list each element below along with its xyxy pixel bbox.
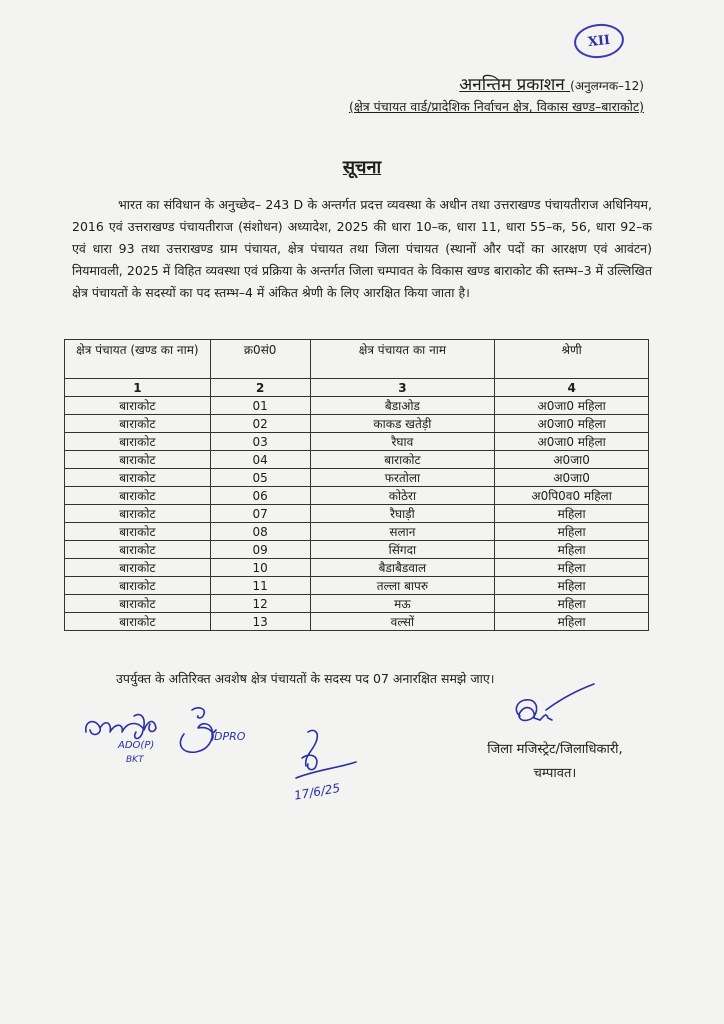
signatory-location: चम्पावत। [533, 766, 577, 781]
category-cell: महिला [495, 595, 649, 613]
panchayat-cell: मऊ [310, 595, 495, 613]
serial-cell: 05 [210, 469, 310, 487]
ado-block: BKT [126, 755, 144, 765]
table-row [65, 523, 649, 541]
category-cell: अ0जा0 महिला [495, 397, 649, 415]
category-cell: अ0जा0 [495, 469, 649, 487]
serial-cell: 02 [210, 415, 310, 433]
magistrate-signature [506, 680, 606, 738]
dpro-label: DPRO [214, 730, 246, 743]
block-cell: बाराकोट [65, 397, 211, 415]
block-cell: बाराकोट [65, 595, 211, 613]
category-cell: अ0पि0व0 महिला [495, 487, 649, 505]
block-cell: बाराकोट [65, 415, 211, 433]
column-number-row [65, 379, 649, 397]
category-cell: महिला [495, 577, 649, 595]
panchayat-cell: सलान [310, 523, 495, 541]
table-header-row [65, 340, 649, 379]
block-cell: बाराकोट [65, 559, 211, 577]
serial-cell: 12 [210, 595, 310, 613]
block-cell: बाराकोट [65, 613, 211, 631]
column-number: 1 [65, 379, 211, 397]
footer-note: उपर्युक्त के अतिरिक्त अवशेष क्षेत्र पंचायतों के सदस्य पद 07 अनारक्षित समझे जाए। [116, 671, 495, 686]
category-cell: अ0जा0 [495, 451, 649, 469]
panchayat-cell: बैडाओड [310, 397, 495, 415]
panchayat-cell: काकड खतेड़ी [310, 415, 495, 433]
category-cell: अ0जा0 महिला [495, 433, 649, 451]
serial-cell: 03 [210, 433, 310, 451]
category-cell: महिला [495, 559, 649, 577]
header-category: श्रेणी [495, 340, 649, 379]
block-cell: बाराकोट [65, 433, 211, 451]
serial-cell: 11 [210, 577, 310, 595]
table-row [65, 451, 649, 469]
document-subheading: (क्षेत्र पंचायत वार्ड/प्रादेशिक निर्वाचन क्षेत्र, विकास खण्ड–बाराकोट) [348, 99, 644, 114]
table-row [65, 433, 649, 451]
serial-cell: 07 [210, 505, 310, 523]
panchayat-cell: कोठेरा [310, 487, 495, 505]
panchayat-cell: रैघाव [310, 433, 495, 451]
block-cell: बाराकोट [65, 541, 211, 559]
table-row [65, 505, 649, 523]
serial-cell: 09 [210, 541, 310, 559]
category-cell: महिला [495, 505, 649, 523]
panchayat-cell: सिंगदा [310, 541, 495, 559]
serial-cell: 10 [210, 559, 310, 577]
dpro-signature [172, 704, 272, 760]
panchayat-cell: रैघाड़ी [310, 505, 495, 523]
reservation-table [64, 339, 649, 631]
header-panchayat-name: क्षेत्र पंचायत का नाम [310, 340, 495, 379]
table-row [65, 415, 649, 433]
ado-signature [82, 708, 172, 768]
block-cell: बाराकोट [65, 505, 211, 523]
table-row [65, 469, 649, 487]
block-cell: बाराकोट [65, 487, 211, 505]
date-text: 17/6/25 [293, 780, 342, 803]
annex-label: (अनुलग्नक–12) [570, 79, 644, 93]
table-row [65, 487, 649, 505]
category-cell: अ0जा0 महिला [495, 415, 649, 433]
category-cell: महिला [495, 613, 649, 631]
serial-cell: 08 [210, 523, 310, 541]
block-cell: बाराकोट [65, 577, 211, 595]
panchayat-cell: फरतोला [310, 469, 495, 487]
notice-paragraph: भारत का संविधान के अनुच्छेद– 243 D के अन्तर्गत प्रदत्त व्यवस्था के अधीन तथा उत्तराखण्ड पंचायतीराज अधिनियम, 2016 एवं उत्तराखण्ड पंचायतीराज (संशोधन) अध्यादेश, 2025 की धारा 10–क, धारा 11, धारा 55–क, 56, धारा 92–क एवं धारा 93 तथा उत्तराखण्ड ग्राम पंचायत, क्षेत्र पंचायत तथा जिला पंचायत (स्थानों और पदों का आरक्षण एवं आवंटन) नियमावली, 2025 में विहित व्यवस्था एवं प्रक्रिया के अन्तर्गत जिला चम्पावत के विकास खण्ड बाराकोट की स्तम्भ–3 में उल्लिखित क्षेत्र पंचायतों के सदस्यों का पद स्तम्भ–4 में अंकित श्रेणी के लिए आरक्षित किया जाता है। [72, 197, 652, 300]
notice-title: सूचना [342, 157, 382, 178]
table-row [65, 595, 649, 613]
column-number: 3 [310, 379, 495, 397]
panchayat-cell: वल्सों [310, 613, 495, 631]
signatory-designation: जिला मजिस्ट्रेट/जिलाधिकारी, [487, 742, 623, 757]
column-number: 4 [495, 379, 649, 397]
panchayat-cell: बैडाबैडवाल [310, 559, 495, 577]
category-cell: महिला [495, 541, 649, 559]
table-row [65, 559, 649, 577]
ado-label: ADO(P) [118, 740, 155, 751]
serial-cell: 13 [210, 613, 310, 631]
heading-text: अनन्तिम प्रकाशन [459, 75, 565, 95]
category-cell: महिला [495, 523, 649, 541]
signatory-block [455, 738, 655, 786]
document-heading [459, 72, 644, 95]
block-cell: बाराकोट [65, 469, 211, 487]
page-mark: XII [572, 21, 625, 60]
panchayat-cell: बाराकोट [310, 451, 495, 469]
table-row [65, 577, 649, 595]
table-row [65, 397, 649, 415]
panchayat-cell: तल्ला बापरु [310, 577, 495, 595]
block-cell: बाराकोट [65, 523, 211, 541]
serial-cell: 04 [210, 451, 310, 469]
block-cell: बाराकोट [65, 451, 211, 469]
header-serial: क्र0सं0 [210, 340, 310, 379]
serial-cell: 06 [210, 487, 310, 505]
header-block: क्षेत्र पंचायत (खण्ड का नाम) [65, 340, 211, 379]
dated-initial [286, 722, 366, 808]
serial-cell: 01 [210, 397, 310, 415]
table-row [65, 613, 649, 631]
column-number: 2 [210, 379, 310, 397]
table-row [65, 541, 649, 559]
